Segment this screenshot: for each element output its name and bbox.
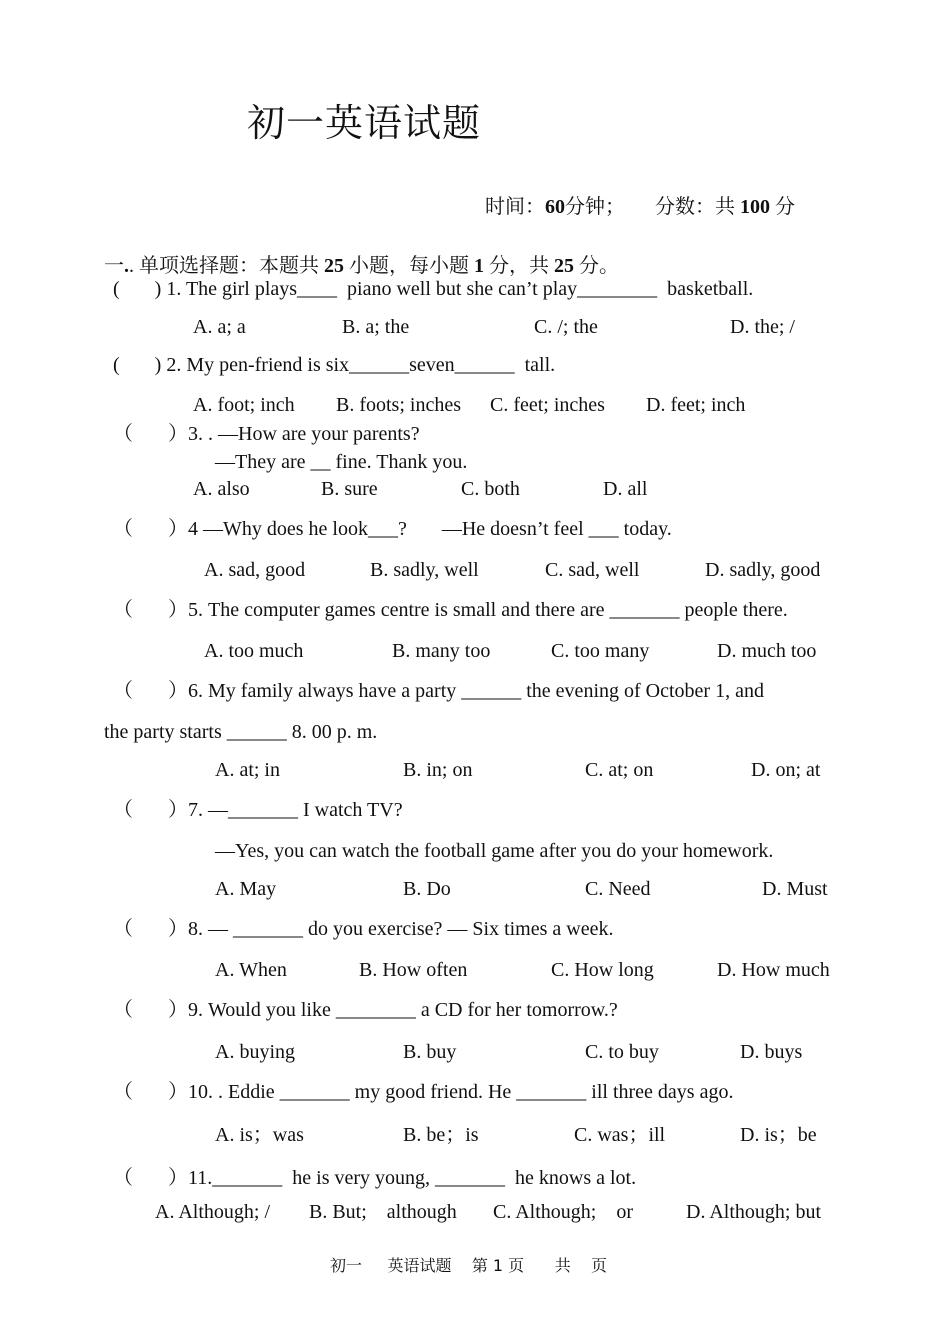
question-7-stem: （ ）7. —_______ I watch TV?	[113, 799, 403, 821]
question-10-stem: （ ）10. . Eddie _______ my good friend. He _______ ill three days ago.	[113, 1081, 734, 1103]
question-6-option-a[interactable]: A. at; in	[215, 759, 280, 781]
question-9-option-a[interactable]: A. buying	[215, 1041, 295, 1063]
question-2-option-c[interactable]: C. feet; inches	[490, 394, 605, 416]
question-2-option-d[interactable]: D. feet; inch	[646, 394, 746, 416]
question-6-option-b[interactable]: B. in; on	[403, 759, 473, 781]
question-4-option-b[interactable]: B. sadly, well	[370, 559, 479, 581]
question-9-option-b[interactable]: B. buy	[403, 1041, 457, 1063]
question-1-option-b[interactable]: B. a; the	[342, 316, 410, 338]
question-5-option-d[interactable]: D. much too	[717, 640, 817, 662]
question-11-option-d[interactable]: D. Although; but	[686, 1201, 822, 1223]
question-5-option-c[interactable]: C. too many	[551, 640, 650, 662]
question-3-stem: （ ）3. . —How are your parents?	[113, 423, 420, 445]
question-4-option-a[interactable]: A. sad, good	[204, 559, 306, 581]
page-footer	[330, 1253, 607, 1276]
question-3-stem-reply: —They are __ fine. Thank you.	[215, 451, 468, 473]
question-11-option-a[interactable]: A. Although; /	[155, 1201, 271, 1223]
question-10-option-b[interactable]: B. be；is	[403, 1124, 479, 1146]
question-4-option-d[interactable]: D. sadly, good	[705, 559, 821, 581]
question-1-option-c[interactable]: C. /; the	[534, 316, 598, 338]
question-9-stem: （ ）9. Would you like ________ a CD for her tomorrow.?	[113, 999, 618, 1021]
question-6-stem: （ ）6. My family always have a party ______ the evening of October 1, and	[113, 680, 764, 702]
question-3-option-b[interactable]: B. sure	[321, 478, 378, 500]
score-value: 100	[740, 196, 770, 218]
question-7-option-b[interactable]: B. Do	[403, 878, 451, 900]
footer-page-number: 第 1 页	[471, 1256, 525, 1275]
question-6-stem-continued: the party starts ______ 8. 00 p. m.	[104, 721, 378, 743]
question-10-option-d[interactable]: D. is；be	[740, 1124, 817, 1146]
time-unit: 分钟；	[565, 196, 625, 218]
question-5-option-b[interactable]: B. many too	[392, 640, 491, 662]
time-label: 时间：	[485, 196, 545, 218]
question-8-option-d[interactable]: D. How much	[717, 959, 830, 981]
footer-grade: 初一	[330, 1256, 363, 1275]
question-7-option-a[interactable]: A. May	[215, 878, 277, 900]
footer-subject: 英语试题	[387, 1256, 452, 1275]
score-label: 分数：共	[655, 196, 735, 218]
question-11-option-c[interactable]: C. Although; or	[493, 1201, 634, 1223]
question-5-option-a[interactable]: A. too much	[204, 640, 304, 662]
question-4-stem: （ ）4 —Why does he look___? —He doesn’t feel ___ today.	[113, 518, 672, 540]
time-score-line	[485, 190, 795, 219]
question-6-option-c[interactable]: C. at; on	[585, 759, 654, 781]
question-7-option-c[interactable]: C. Need	[585, 878, 651, 900]
question-8-option-c[interactable]: C. How long	[551, 959, 654, 981]
question-1-option-d[interactable]: D. the; /	[730, 316, 795, 338]
question-11-option-b[interactable]: B. But; although	[309, 1201, 457, 1223]
section-heading: 一.. 单项选择题：本题共 25 小题，每小题 1 分，共 25 分。	[104, 255, 619, 277]
question-8-option-b[interactable]: B. How often	[359, 959, 468, 981]
question-5-stem: （ ）5. The computer games centre is small and there are _______ people there.	[113, 599, 788, 621]
question-3-option-c[interactable]: C. both	[461, 478, 520, 500]
question-6-option-d[interactable]: D. on; at	[751, 759, 821, 781]
question-11-stem: （ ）11._______ he is very young, _______ he knows a lot.	[113, 1167, 637, 1189]
question-3-option-a[interactable]: A. also	[193, 478, 250, 500]
question-2-option-a[interactable]: A. foot; inch	[193, 394, 295, 416]
question-1-option-a[interactable]: A. a; a	[193, 316, 246, 338]
question-7-stem-reply: —Yes, you can watch the football game after you do your homework.	[215, 840, 774, 862]
question-1-stem: ( ) 1. The girl plays____ piano well but she can’t play________ basketball.	[113, 278, 754, 300]
question-10-option-a[interactable]: A. is；was	[215, 1124, 304, 1146]
time-value: 60	[545, 196, 565, 218]
footer-total-pages: 共 页	[554, 1256, 608, 1275]
question-2-stem: ( ) 2. My pen-friend is six______seven______ tall.	[113, 354, 556, 376]
section-prefix: 一	[104, 255, 124, 277]
question-7-option-d[interactable]: D. Must	[762, 878, 828, 900]
question-3-option-d[interactable]: D. all	[603, 478, 648, 500]
page-title: 初一英语试题	[247, 101, 482, 145]
question-9-option-d[interactable]: D. buys	[740, 1041, 803, 1063]
question-8-option-a[interactable]: A. When	[215, 959, 287, 981]
question-8-stem: （ ）8. — _______ do you exercise? — Six times a week.	[113, 918, 614, 940]
question-2-option-b[interactable]: B. foots; inches	[336, 394, 461, 416]
question-4-option-c[interactable]: C. sad, well	[545, 559, 640, 581]
question-9-option-c[interactable]: C. to buy	[585, 1041, 659, 1063]
score-unit: 分	[775, 196, 795, 218]
question-10-option-c[interactable]: C. was；ill	[574, 1124, 666, 1146]
